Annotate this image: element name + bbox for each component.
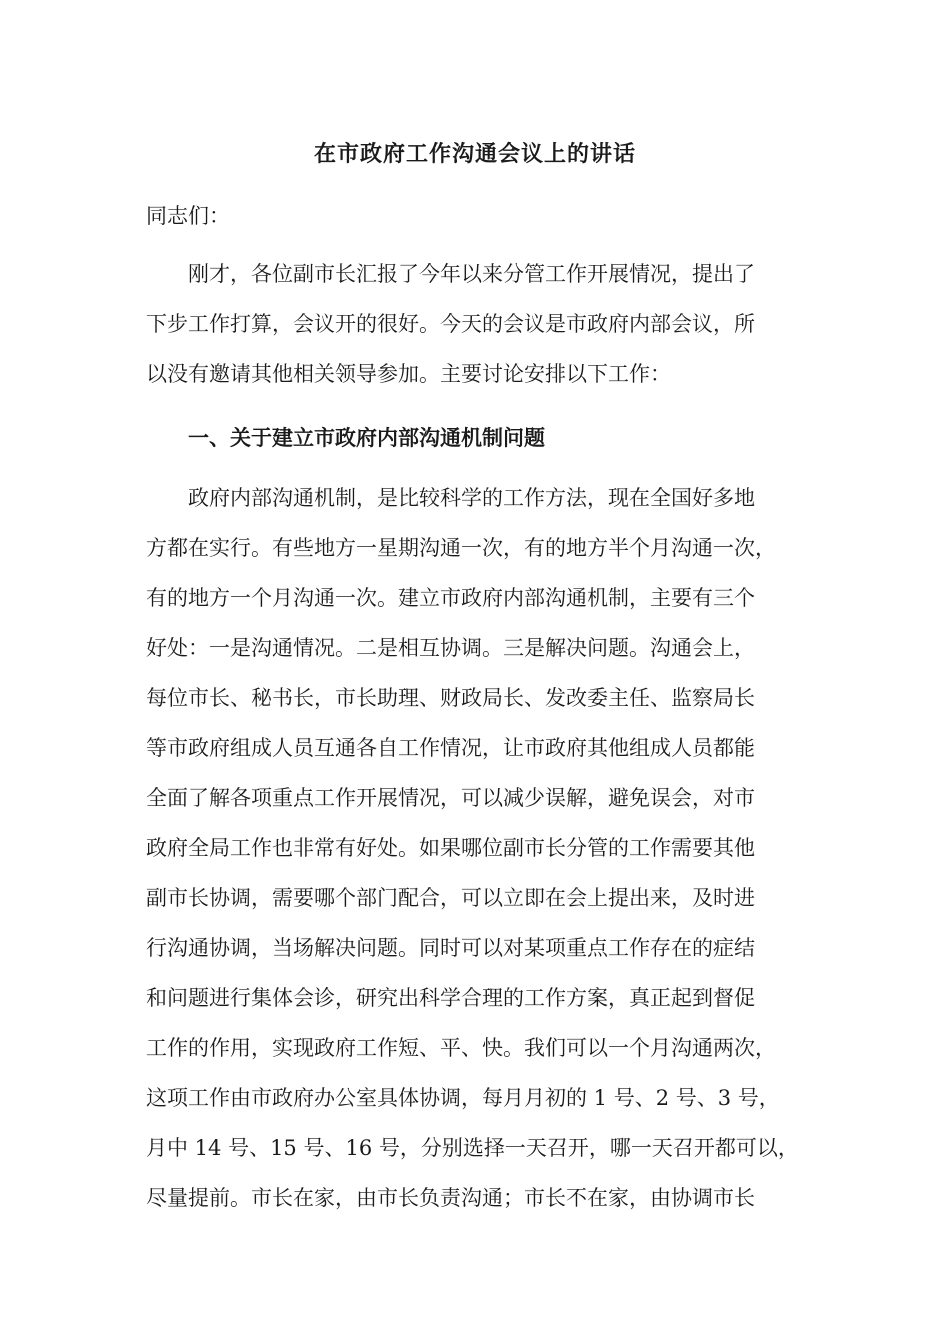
- paragraph-line: 有的地方一个月沟通一次。建立市政府内部沟通机制，主要有三个: [146, 586, 755, 610]
- paragraph-line: 方都在实行。有些地方一星期沟通一次，有的地方半个月沟通一次，: [146, 536, 776, 560]
- paragraph-line: 政府全局工作也非常有好处。如果哪位副市长分管的工作需要其他: [146, 836, 755, 860]
- paragraph-line: 等市政府组成人员互通各自工作情况，让市政府其他组成人员都能: [146, 736, 755, 760]
- document-title: 在市政府工作沟通会议上的讲话: [313, 141, 636, 167]
- paragraph-line: 以没有邀请其他相关领导参加。主要讨论安排以下工作：: [146, 362, 671, 386]
- paragraph-line: 行沟通协调，当场解决问题。同时可以对某项重点工作存在的症结: [146, 936, 755, 960]
- paragraph-line: 政府内部沟通机制，是比较科学的工作方法，现在全国好多地: [188, 486, 755, 510]
- section-heading: 一、关于建立市政府内部沟通机制问题: [188, 425, 545, 450]
- paragraph-line: 好处：一是沟通情况。二是相互协调。三是解决问题。沟通会上，: [146, 636, 755, 660]
- paragraph-line: 下步工作打算，会议开的很好。今天的会议是市政府内部会议，所: [146, 312, 755, 336]
- paragraph-line: 这项工作由市政府办公室具体协调，每月月初的 1 号、2 号、3 号，: [146, 1086, 780, 1110]
- paragraph-line: 全面了解各项重点工作开展情况，可以减少误解，避免误会，对市: [146, 786, 755, 810]
- paragraph-line: 副市长协调，需要哪个部门配合，可以立即在会上提出来，及时进: [146, 886, 755, 910]
- paragraph-line: 刚才，各位副市长汇报了今年以来分管工作开展情况，提出了: [188, 262, 755, 286]
- paragraph-line: 每位市长、秘书长，市长助理、财政局长、发改委主任、监察局长: [146, 686, 755, 710]
- paragraph-line: 尽量提前。市长在家，由市长负责沟通；市长不在家，由协调市长: [146, 1186, 755, 1210]
- paragraph-line: 和问题进行集体会诊，研究出科学合理的工作方案，真正起到督促: [146, 986, 755, 1010]
- salutation: 同志们：: [146, 204, 230, 228]
- paragraph-line: 月中 14 号、15 号、16 号，分别选择一天召开，哪一天召开都可以，: [146, 1136, 799, 1160]
- paragraph-line: 工作的作用，实现政府工作短、平、快。我们可以一个月沟通两次，: [146, 1036, 776, 1060]
